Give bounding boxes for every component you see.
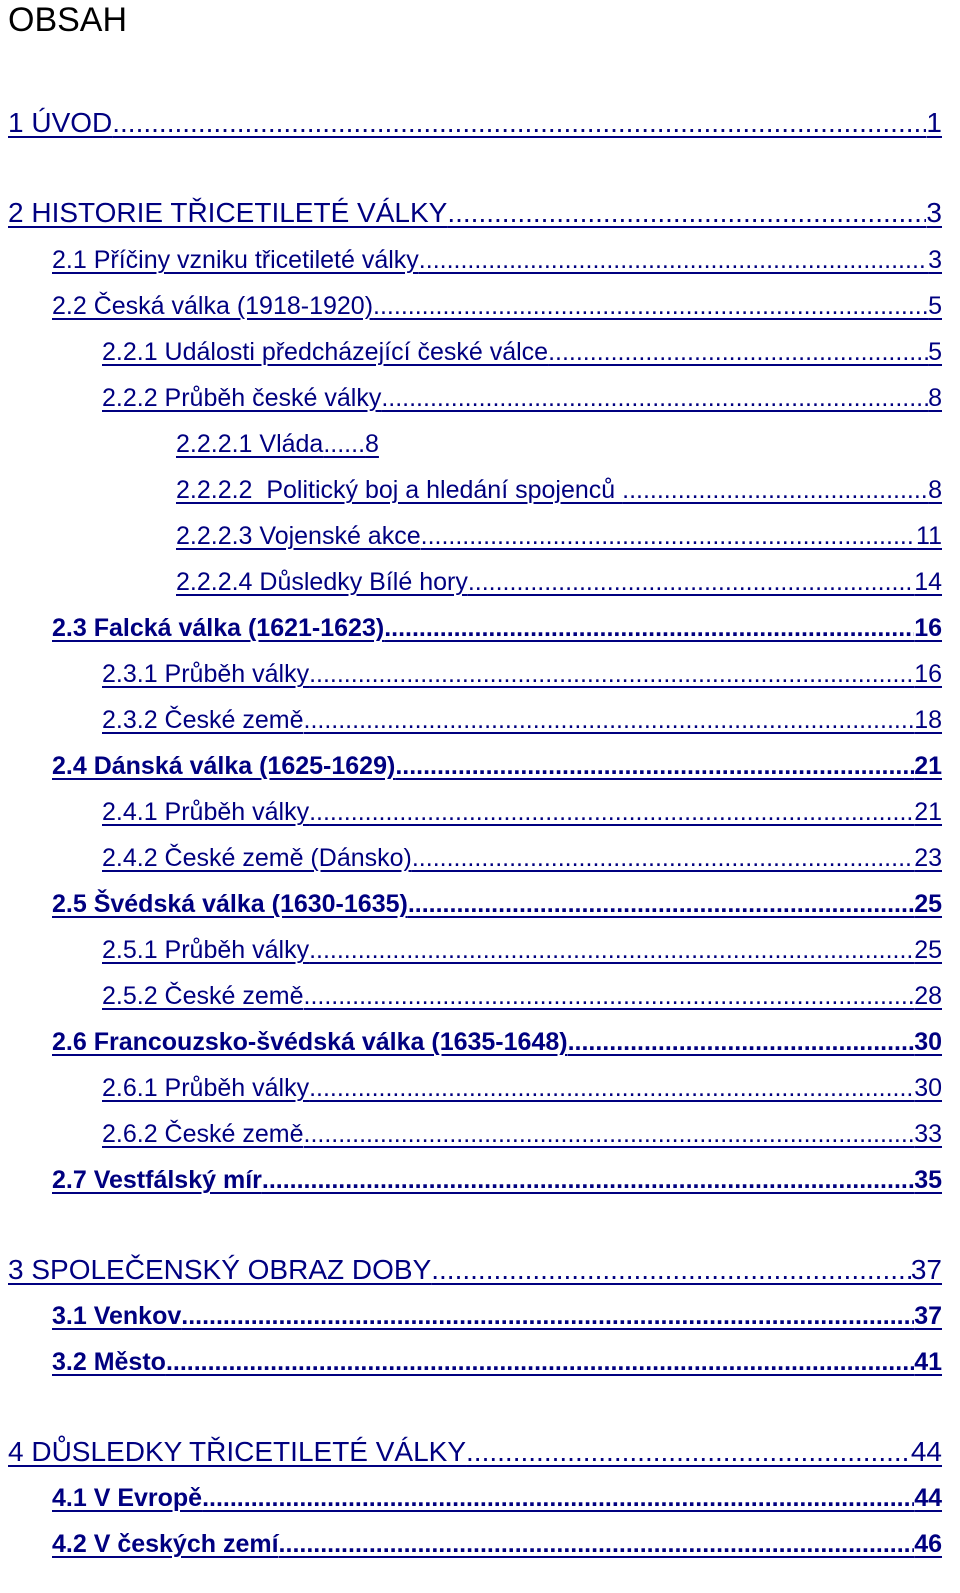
toc-page-number: 35	[914, 1166, 942, 1194]
toc-entry-label: 2.7 Vestfálský mír	[52, 1166, 262, 1194]
toc-entry-1-uvod[interactable]	[8, 106, 942, 140]
toc-entry-label: 2.2.2 Průběh české války	[102, 384, 382, 412]
toc-entry-label: 2.2.2.3 Vojenské akce	[176, 522, 421, 550]
toc-page-number: 46	[914, 1530, 942, 1558]
toc-dot-leader	[373, 291, 928, 322]
toc-entry-2-2-2-3[interactable]	[176, 521, 942, 552]
toc-entry-2-5-2[interactable]	[102, 981, 942, 1012]
toc-entry-2-2-2[interactable]	[102, 383, 942, 414]
toc-page-number: 41	[914, 1348, 942, 1376]
toc-entry-label: 2.6.2 České země	[102, 1120, 304, 1148]
toc-entry-4-2[interactable]	[52, 1529, 942, 1560]
page-title: OBSAH	[8, 1, 128, 39]
toc-dot-leader	[309, 659, 914, 690]
toc-page-number: 33	[914, 1120, 942, 1148]
toc-dot-leader	[309, 797, 914, 828]
toc-entry-2-historie[interactable]	[8, 196, 942, 230]
toc-dot-leader	[419, 245, 928, 276]
toc-page-number: 21	[914, 798, 942, 826]
toc-entry-label: 2.5.1 Průběh války	[102, 936, 310, 964]
toc-entry-label: 2.4.1 Průběh války	[102, 798, 310, 826]
toc-dot-leader	[304, 705, 915, 736]
toc-dot-leader	[408, 889, 914, 920]
toc-dot-leader	[466, 1435, 911, 1469]
toc-page-number: 21	[914, 752, 942, 780]
toc-entry-label: 4 DŮSLEDKY TŘICETILETÉ VÁLKY	[8, 1436, 467, 1467]
toc-entry-label: 3.1 Venkov	[52, 1302, 182, 1330]
toc-entry-label: 3.2 Město	[52, 1348, 166, 1376]
toc-page-number: 11	[916, 522, 942, 550]
toc-entry-2-1[interactable]	[52, 245, 942, 276]
toc-entry-label: 4.2 V českých zemí	[52, 1530, 279, 1558]
toc-dot-leader	[468, 567, 914, 598]
toc-page-number: 8	[928, 384, 942, 412]
toc-entry-2-6[interactable]	[52, 1027, 942, 1058]
toc-page-number: 5	[928, 338, 942, 366]
toc-dot-leader	[304, 1119, 915, 1150]
toc-entry-label: 2.2 Česká válka (1918-1920)	[52, 292, 374, 320]
toc-dot-leader	[421, 521, 916, 552]
toc-entry-label: 4.1 V Evropě	[52, 1484, 203, 1512]
toc-dot-leader	[304, 981, 915, 1012]
toc-entry-label: 2.3.2 České země	[102, 706, 304, 734]
toc-dot-leader	[568, 1027, 915, 1058]
toc-page-number: 3	[926, 197, 942, 228]
toc-entry-label: 2.1 Příčiny vzniku třicetileté války	[52, 246, 419, 274]
toc-entry-2-5-1[interactable]	[102, 935, 942, 966]
toc-entry-2-4-1[interactable]	[102, 797, 942, 828]
toc-page-number: 30	[914, 1074, 942, 1102]
toc-entry-2-2-1[interactable]	[102, 337, 942, 368]
toc-entry-4-dusledky[interactable]	[8, 1435, 942, 1469]
toc-entry-label: 2.3.1 Průběh války	[102, 660, 310, 688]
toc-page-number: 37	[914, 1302, 942, 1330]
toc-dot-leader	[323, 429, 365, 460]
toc-page-number: 16	[914, 614, 942, 642]
toc-entry-3-2[interactable]	[52, 1347, 942, 1378]
toc-entry-2-3[interactable]	[52, 613, 942, 644]
toc-entry-label: 2.3 Falcká válka (1621-1623)	[52, 614, 385, 642]
toc-entry-label: 2.2.2.4 Důsledky Bílé hory	[176, 568, 468, 596]
toc-dot-leader	[381, 383, 928, 414]
toc-entry-2-7[interactable]	[52, 1165, 942, 1196]
toc-entry-2-3-2[interactable]	[102, 705, 942, 736]
toc-entry-label: 2.4.2 České země (Dánsko)	[102, 844, 412, 872]
toc-page-number: 23	[914, 844, 942, 872]
toc-entry-2-2[interactable]	[52, 291, 942, 322]
toc-entry-2-6-2[interactable]	[102, 1119, 942, 1150]
toc-page-number: 3	[928, 246, 942, 274]
toc-entry-2-2-2-4[interactable]	[176, 567, 942, 598]
toc-entry-2-4[interactable]	[52, 751, 942, 782]
toc-entry-label: 2.6 Francouzsko-švédská válka (1635-1648)	[52, 1028, 568, 1056]
toc-page-number: 28	[914, 982, 942, 1010]
toc-page-number: 16	[914, 660, 942, 688]
toc-entry-2-3-1[interactable]	[102, 659, 942, 690]
toc-entry-label: 1 ÚVOD	[8, 107, 113, 138]
toc-dot-leader	[412, 843, 914, 874]
toc-dot-leader	[384, 613, 914, 644]
toc-dot-leader	[202, 1483, 914, 1514]
toc-entry-2-4-2[interactable]	[102, 843, 942, 874]
toc-entry-label: 2.2.2.2 Politický boj a hledání spojenců	[176, 476, 623, 504]
toc-entry-label: 2.2.2.1 Vláda	[176, 430, 324, 458]
toc-dot-leader	[622, 475, 928, 506]
toc-dot-leader	[262, 1165, 914, 1196]
toc-page-number: 5	[928, 292, 942, 320]
toc-entry-label: 2.2.1 Události předcházející české válce	[102, 338, 549, 366]
toc-page-number: 44	[914, 1484, 942, 1512]
toc-page-number: 25	[914, 936, 942, 964]
toc-entry-label: 2.5.2 České země	[102, 982, 304, 1010]
toc-dot-leader	[395, 751, 914, 782]
toc-dot-leader	[309, 935, 914, 966]
toc-page-number: 30	[914, 1028, 942, 1056]
toc-page-number: 25	[914, 890, 942, 918]
toc-page-number: 14	[914, 568, 942, 596]
toc-entry-label: 3 SPOLEČENSKÝ OBRAZ DOBY	[8, 1254, 432, 1285]
toc-dot-leader	[309, 1073, 914, 1104]
toc-page-number: 37	[910, 1254, 942, 1285]
toc-entry-2-6-1[interactable]	[102, 1073, 942, 1104]
toc-dot-leader	[548, 337, 928, 368]
toc-entry-label: 2.5 Švédská válka (1630-1635)	[52, 890, 408, 918]
toc-entry-label: 2.4 Dánská válka (1625-1629)	[52, 752, 396, 780]
toc-dot-leader	[181, 1301, 914, 1332]
toc-dot-leader	[279, 1529, 915, 1560]
toc-page-number: 1	[926, 107, 942, 138]
toc-dot-leader	[166, 1347, 914, 1378]
toc-entry-label: 2 HISTORIE TŘICETILETÉ VÁLKY	[8, 197, 448, 228]
toc-entry-4-1[interactable]	[52, 1483, 942, 1514]
toc-entry-label: 2.6.1 Průběh války	[102, 1074, 310, 1102]
toc-dot-leader	[447, 196, 926, 230]
toc-dot-leader	[431, 1253, 911, 1287]
toc-entry-3-1[interactable]	[52, 1301, 942, 1332]
toc-entry-2-2-2-2[interactable]	[176, 475, 942, 506]
toc-page-number: 18	[914, 706, 942, 734]
toc-page-number: 8	[928, 476, 942, 504]
toc-page-number: 44	[910, 1436, 942, 1467]
toc-entry-2-2-2-1[interactable]	[176, 429, 379, 460]
toc-page-number: 8	[365, 430, 379, 458]
toc-entry-2-5[interactable]	[52, 889, 942, 920]
toc-dot-leader	[112, 106, 926, 140]
toc-entry-3-spolecensky[interactable]	[8, 1253, 942, 1287]
